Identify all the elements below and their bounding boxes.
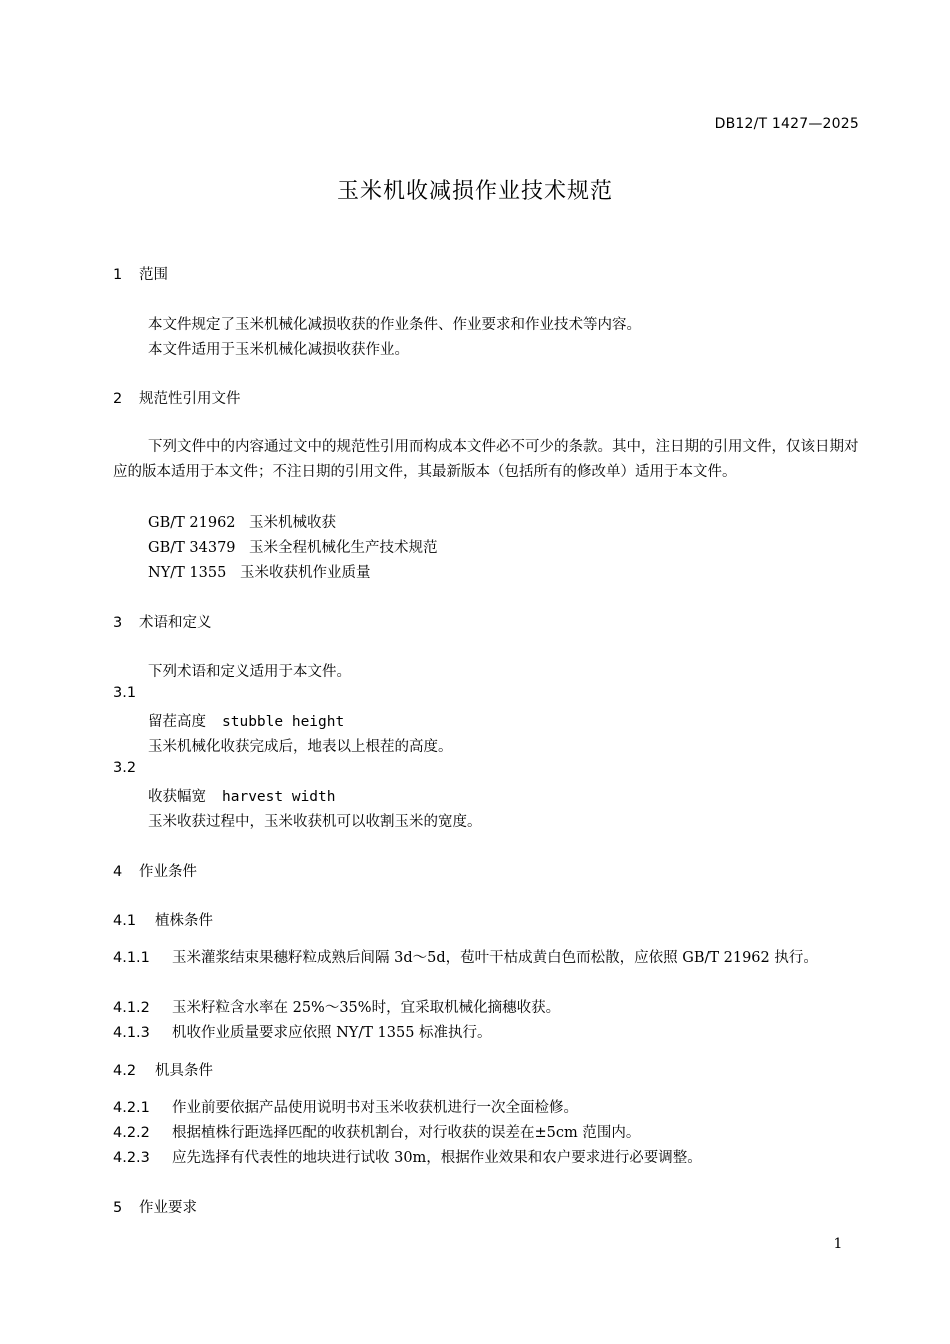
- clause: [113, 1021, 492, 1042]
- subsection-number: 4.2: [113, 1063, 137, 1079]
- paragraph: 下列术语和定义适用于本文件。: [148, 664, 351, 680]
- section-1-heading: [113, 263, 168, 284]
- clause-number: 4.2.3: [113, 1150, 150, 1166]
- term-english: harvest width: [222, 789, 336, 805]
- term-chinese: 留茬高度: [148, 714, 206, 730]
- section-title: 范围: [139, 267, 168, 283]
- clause-number: 4.1.3: [113, 1025, 150, 1041]
- section-number: 5: [113, 1200, 123, 1216]
- clause: [113, 946, 860, 971]
- clause-number: 4.2.1: [113, 1100, 150, 1116]
- document-title: 玉米机收减损作业技术规范: [336, 179, 613, 204]
- subsection-4-1-heading: [113, 909, 213, 930]
- normative-reference: [148, 561, 371, 582]
- reference-name: 玉米全程机械化生产技术规范: [249, 540, 438, 556]
- clause: [113, 1146, 702, 1167]
- paragraph: 本文件规定了玉米机械化减损收获的作业条件、作业要求和作业技术等内容。: [148, 317, 641, 333]
- section-5-heading: [113, 1196, 197, 1217]
- document-number: DB12/T 1427—2025: [714, 116, 859, 132]
- term-number: 3.2: [113, 760, 137, 776]
- section-4-heading: [113, 860, 197, 881]
- clause-text: 根据植株行距选择匹配的收获机割台，对行收获的误差在±5cm 范围内。: [172, 1125, 641, 1141]
- term-english: stubble height: [222, 714, 345, 730]
- term-definition: 玉米机械化收获完成后，地表以上根茬的高度。: [148, 739, 453, 755]
- page-number: 1: [833, 1236, 843, 1252]
- subsection-number: 4.1: [113, 913, 137, 929]
- section-2-heading: [113, 387, 241, 408]
- clause: [113, 996, 560, 1017]
- term-definition: 玉米收获过程中，玉米收获机可以收割玉米的宽度。: [148, 814, 482, 830]
- reference-name: 玉米收获机作业质量: [240, 565, 371, 581]
- section-title: 术语和定义: [139, 615, 212, 631]
- section-number: 3: [113, 615, 123, 631]
- clause: [113, 1121, 640, 1142]
- reference-code: GB/T 34379: [148, 540, 236, 556]
- section-number: 4: [113, 864, 123, 880]
- term-chinese: 收获幅宽: [148, 789, 206, 805]
- section-3-heading: [113, 611, 212, 632]
- term-entry: [148, 785, 336, 806]
- reference-name: 玉米机械收获: [249, 515, 336, 531]
- reference-code: GB/T 21962: [148, 515, 236, 531]
- clause-text: 玉米灌浆结束果穗籽粒成熟后间隔 3d～5d，苞叶干枯成黄白色而松散，应依照 GB/T 21962 执行。: [172, 950, 818, 966]
- clause-number: 4.1.2: [113, 1000, 150, 1016]
- term-number: 3.1: [113, 685, 137, 701]
- subsection-title: 植株条件: [155, 913, 213, 929]
- clause-text: 作业前要依据产品使用说明书对玉米收获机进行一次全面检修。: [172, 1100, 578, 1116]
- clause-number: 4.2.2: [113, 1125, 150, 1141]
- section-number: 1: [113, 267, 123, 283]
- section-title: 作业条件: [139, 864, 197, 880]
- paragraph: 下列文件中的内容通过文中的规范性引用而构成本文件必不可少的条款。其中，注日期的引用文件，仅该日期对应的版本适用于本文件；不注日期的引用文件，其最新版本（包括所有的修改单）适用于本文件。: [113, 439, 859, 480]
- term-entry: [148, 710, 344, 731]
- paragraph: 本文件适用于玉米机械化减损收获作业。: [148, 342, 409, 358]
- section-title: 规范性引用文件: [139, 391, 241, 407]
- section-number: 2: [113, 391, 123, 407]
- reference-code: NY/T 1355: [148, 565, 227, 581]
- subsection-title: 机具条件: [155, 1063, 213, 1079]
- normative-reference: [148, 511, 336, 532]
- normative-reference: [148, 536, 438, 557]
- clause-text: 应先选择有代表性的地块进行试收 30m，根据作业效果和农户要求进行必要调整。: [172, 1150, 702, 1166]
- subsection-4-2-heading: [113, 1059, 213, 1080]
- section-title: 作业要求: [139, 1200, 197, 1216]
- clause: [113, 1096, 578, 1117]
- clause-number: 4.1.1: [113, 950, 150, 966]
- clause-text: 玉米籽粒含水率在 25%～35%时，宜采取机械化摘穗收获。: [172, 1000, 561, 1016]
- clause-text: 机收作业质量要求应依照 NY/T 1355 标准执行。: [172, 1025, 492, 1041]
